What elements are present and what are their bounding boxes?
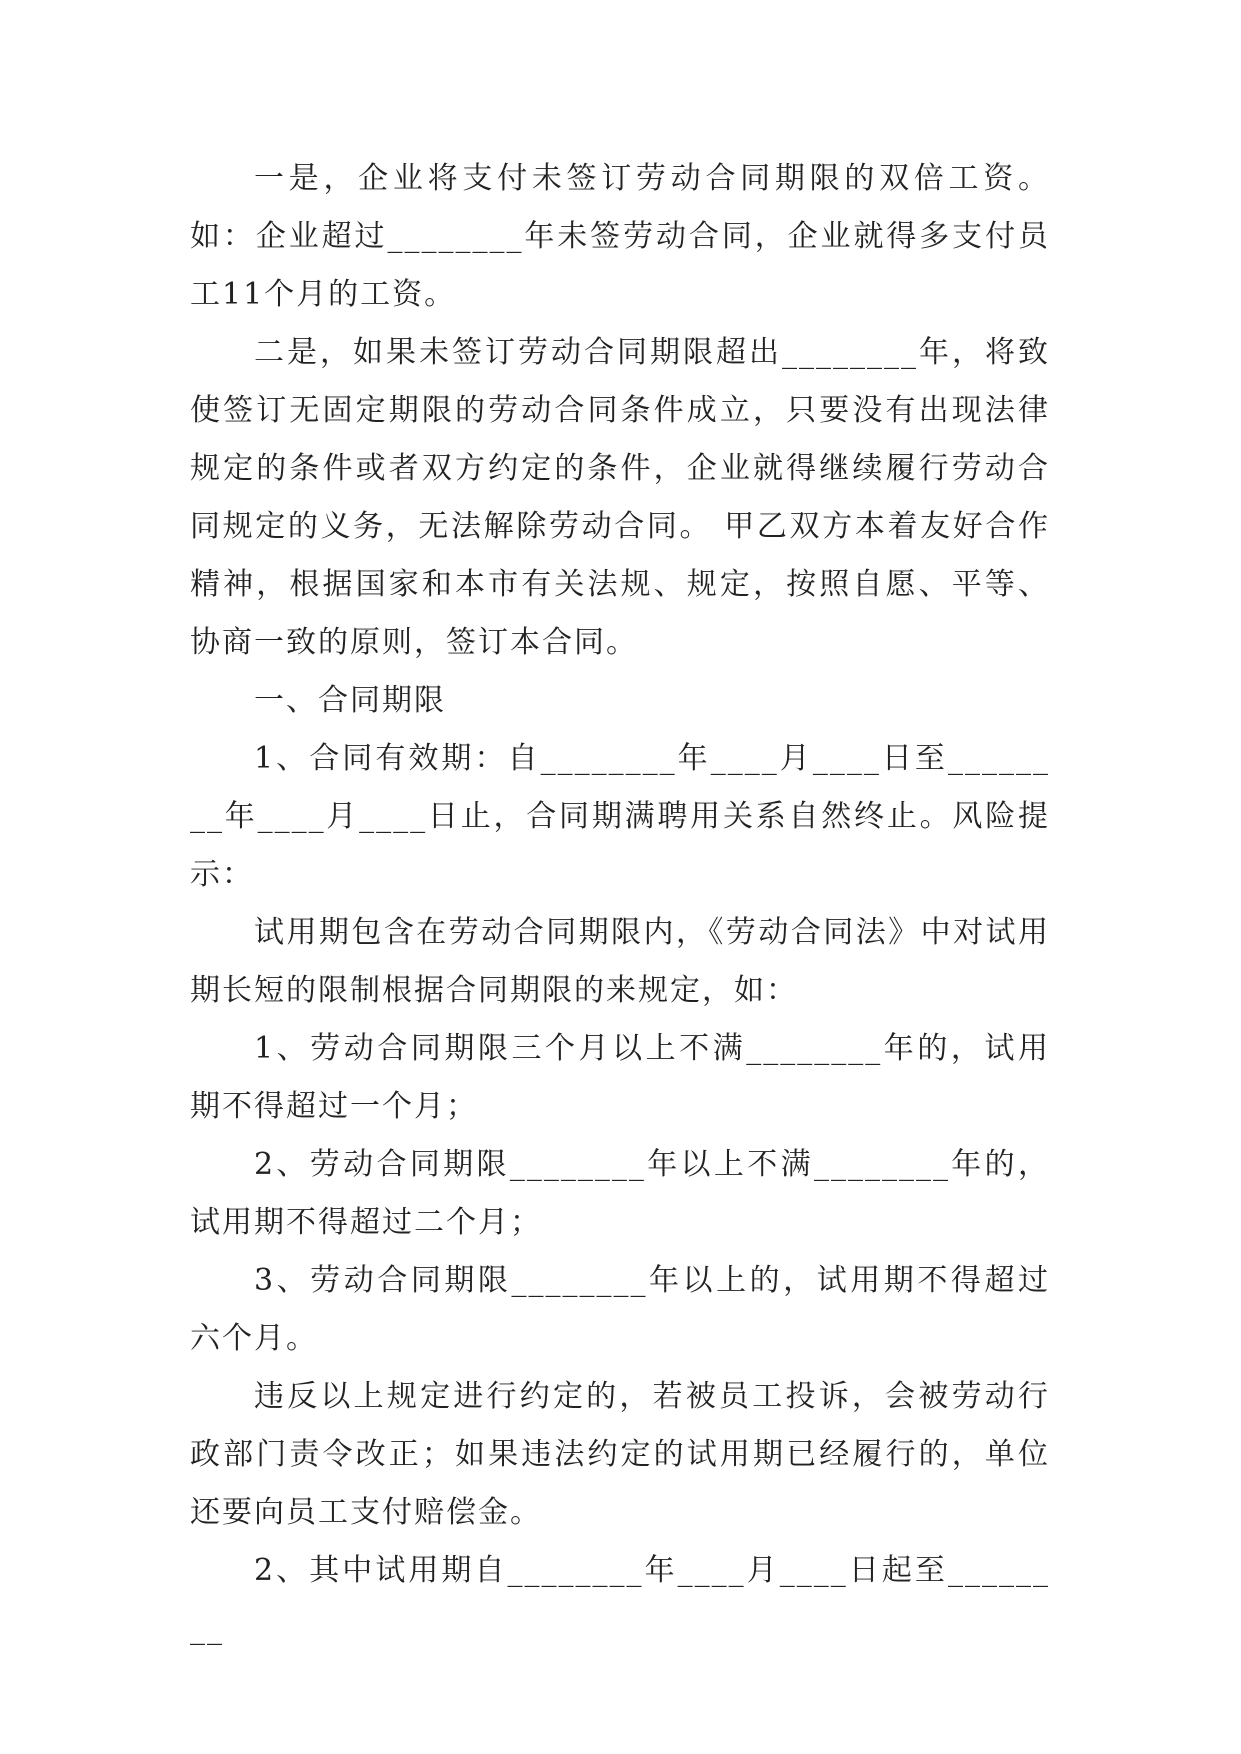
document-body: [190, 150, 1050, 1658]
clause-validity-period: 1、合同有效期：自________年____月____日至________年____月____日止，合同期满聘用关系自然终止。风险提示：: [190, 741, 1050, 892]
probation-rule-2: 2、劳动合同期限________年以上不满________年的，试用期不得超过二个月；: [190, 1147, 1050, 1240]
paragraph-violation: 违反以上规定进行约定的，若被员工投诉，会被劳动行政部门责令改正；如果违法约定的试用期已经履行的，单位还要向员工支付赔偿金。: [190, 1379, 1050, 1530]
paragraph-open-ended-contract: 二是，如果未签订劳动合同期限超出________年，将致使签订无固定期限的劳动合同条件成立，只要没有出现法律规定的条件或者双方约定的条件，企业就得继续履行劳动合同规定的义务，无法解除劳动合同。 甲乙双方本着友好合作精神，根据国家和本市有关法规、规定，按照自愿、平等、协商一致的原则，签订本合同。: [190, 335, 1050, 660]
probation-rule-3: 3、劳动合同期限________年以上的，试用期不得超过六个月。: [190, 1263, 1050, 1356]
clause-probation-period: 2、其中试用期自________年____月____日起至________: [190, 1553, 1050, 1646]
probation-rule-1: 1、劳动合同期限三个月以上不满________年的，试用期不得超过一个月；: [190, 1031, 1050, 1124]
paragraph-probation-note: 试用期包含在劳动合同期限内，《劳动合同法》中对试用期长短的限制根据合同期限的来规定，如：: [190, 915, 1050, 1008]
paragraph-double-wage: 一是，企业将支付未签订劳动合同期限的双倍工资。如：企业超过________年未签劳动合同，企业就得多支付员工11个月的工资。: [190, 161, 1050, 312]
section-heading-contract-term: 一、合同期限: [254, 683, 446, 718]
